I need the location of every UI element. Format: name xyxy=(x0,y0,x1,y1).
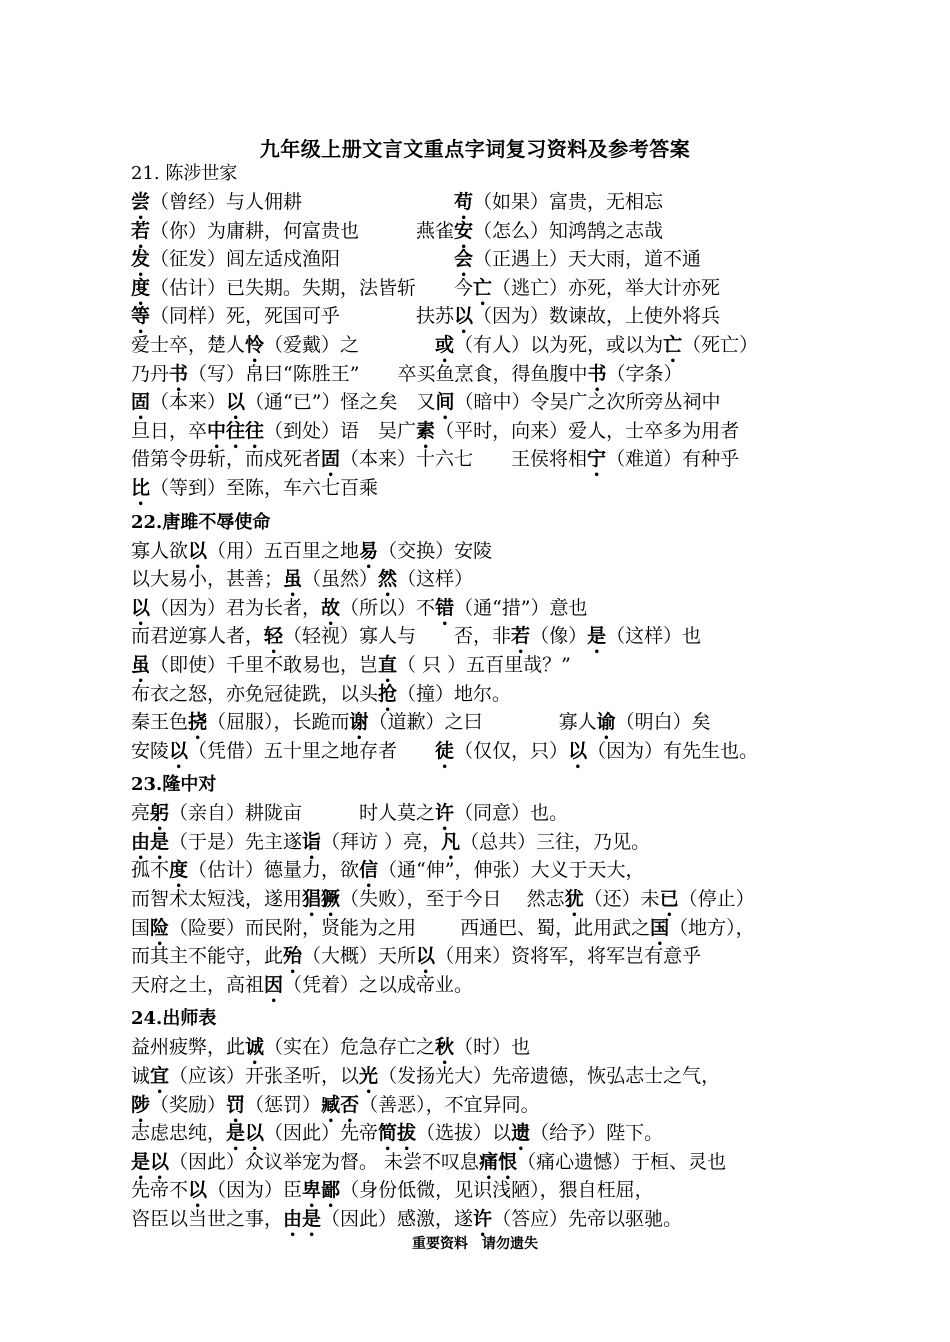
text-segment: 安陵 xyxy=(131,739,170,762)
text-segment: 借第令毋斩，而戍死者 xyxy=(131,448,322,471)
text-segment: 亮 xyxy=(131,802,151,825)
text-segment: （通“伸”，伸张）大义于天大， xyxy=(378,859,645,882)
text-segment: 而智术太短浅，遂用 xyxy=(131,888,303,911)
keyword: 虽 xyxy=(131,653,151,676)
text-segment: （惩罚） xyxy=(245,1093,322,1116)
keyword: 以 xyxy=(169,739,189,762)
keyword: 或 xyxy=(435,333,455,356)
text-segment: （这样） xyxy=(397,568,474,591)
text-line xyxy=(131,245,851,274)
keyword: 苟 xyxy=(454,191,474,213)
text-segment: 孤不 xyxy=(131,859,170,882)
keyword: 若 xyxy=(511,625,531,648)
text-segment: （应该）开张圣听，以 xyxy=(169,1065,360,1088)
keyword: 然 xyxy=(378,568,398,591)
text-segment: 寡人欲 xyxy=(131,539,189,562)
keyword: 因 xyxy=(264,973,284,996)
text-segment: （因为）臣 xyxy=(207,1179,303,1202)
text-segment: 益州疲弊，此 xyxy=(131,1036,246,1059)
keyword: 书 xyxy=(587,362,607,385)
text-segment: （即使）千里不敢易也，岂 xyxy=(150,653,379,676)
text-segment: 先帝不 xyxy=(131,1179,189,1202)
keyword: 固 xyxy=(321,448,341,471)
text-segment: 志虑忠纯， xyxy=(131,1122,227,1145)
text-segment: （如果）富贵，无相忘 xyxy=(473,191,664,213)
keyword: 徒 xyxy=(435,739,455,762)
text-segment: （ 只 ）五百里哉？” xyxy=(397,653,571,676)
keyword: 比 xyxy=(131,476,151,499)
text-segment: （屈服），长跪而 xyxy=(207,711,350,734)
keyword: 以 xyxy=(454,305,474,328)
text-line xyxy=(131,622,851,651)
page-title: 九年级上册文言文重点字词复习资料及参考答案 xyxy=(259,137,691,161)
text-line xyxy=(131,1176,851,1205)
text-segment: （所以）不 xyxy=(340,596,436,619)
keyword: 许 xyxy=(473,1208,493,1230)
text-segment: （因为）有先生也。 xyxy=(587,739,759,762)
text-segment: （通“已”）怪之矣 又 xyxy=(245,391,436,414)
keyword: 易 xyxy=(359,539,379,562)
text-segment: （征发）闾左适戍渔阳 xyxy=(150,248,455,271)
text-segment: 秦王色 xyxy=(131,711,189,734)
text-segment: （这样）也 xyxy=(606,625,702,648)
keyword: 殆 xyxy=(283,945,303,968)
text-line xyxy=(131,1205,851,1234)
text-segment: 而其主不能守，此 xyxy=(131,945,284,968)
text-segment: （身份低微，见识浅陋），猥自枉屈， xyxy=(340,1179,654,1202)
text-segment: （凭着）之以成帝业。 xyxy=(283,973,474,996)
keyword: 诚 xyxy=(245,1036,265,1059)
keyword: 等 xyxy=(131,305,151,328)
keyword: 犹 xyxy=(564,888,584,911)
text-segment: （有人）以为死，或以为 xyxy=(454,333,664,356)
keyword: 是以 xyxy=(131,1150,170,1173)
section-heading: 23.隆中对 xyxy=(131,774,217,796)
text-line xyxy=(131,360,851,389)
keyword: 由是 xyxy=(131,830,170,853)
keyword: 诣 xyxy=(302,830,322,853)
keyword: 若 xyxy=(131,219,151,242)
text-line xyxy=(131,1033,851,1062)
text-segment: （你）为庸耕，何富贵也 燕雀 xyxy=(150,219,455,242)
section-heading: 24.出师表 xyxy=(131,1008,217,1030)
text-segment: （写）帛曰“陈胜王” 卒买鱼烹食，得鱼腹中 xyxy=(188,362,588,385)
keyword: 挠 xyxy=(188,711,208,734)
text-line xyxy=(131,971,851,1000)
document-body xyxy=(131,160,851,1234)
keyword: 险 xyxy=(150,916,170,939)
text-segment: （痛心遗憾）于桓、灵也 xyxy=(517,1150,727,1173)
text-line xyxy=(131,594,851,623)
text-line xyxy=(131,331,851,360)
keyword: 尝 xyxy=(131,191,151,213)
text-line xyxy=(131,914,851,943)
keyword: 简拔 xyxy=(378,1122,417,1145)
text-line xyxy=(131,708,851,737)
text-segment: （交换）安陵 xyxy=(378,539,493,562)
keyword: 发 xyxy=(131,248,151,271)
text-line xyxy=(131,828,851,857)
text-segment: （答应）先帝以驱驰。 xyxy=(492,1208,683,1230)
keyword: 臧否 xyxy=(321,1093,360,1116)
text-segment: 乃丹 xyxy=(131,362,170,385)
keyword: 抢 xyxy=(378,682,398,705)
text-segment: （同样）死，死国可乎 扶苏 xyxy=(150,305,455,328)
keyword: 以 xyxy=(188,1179,208,1202)
keyword: 凡 xyxy=(441,830,461,853)
text-segment: 天府之土，高祖 xyxy=(131,973,265,996)
text-segment: （暗中）令吴广之次所旁丛祠中 xyxy=(454,391,721,414)
text-line xyxy=(131,856,851,885)
text-segment: （因此）先帝 xyxy=(264,1122,379,1145)
keyword: 中往往 xyxy=(207,419,265,442)
text-segment: （选拔）以 xyxy=(416,1122,512,1145)
keyword: 故 xyxy=(321,596,341,619)
text-line xyxy=(131,537,851,566)
keyword: 宜 xyxy=(150,1065,170,1088)
keyword: 会 xyxy=(454,248,474,271)
text-segment: （估计）已失期。失期，法皆斩 今 xyxy=(150,276,474,299)
keyword: 轻 xyxy=(264,625,284,648)
text-line xyxy=(131,388,851,417)
keyword: 虽 xyxy=(283,568,303,591)
text-segment: 而君逆寡人者， xyxy=(131,625,265,648)
text-line xyxy=(131,1119,851,1148)
text-line xyxy=(131,188,851,217)
keyword: 亡 xyxy=(473,276,493,299)
text-segment: 布衣之怒，亦免冠徒跣，以头 xyxy=(131,682,379,705)
text-line xyxy=(131,799,851,828)
text-line xyxy=(131,1091,851,1120)
section-heading: 22.唐雎不辱使命 xyxy=(131,511,271,533)
keyword: 固 xyxy=(131,391,151,414)
keyword: 度 xyxy=(169,859,189,882)
keyword: 信 xyxy=(359,859,379,882)
keyword: 罚 xyxy=(226,1093,246,1116)
text-line xyxy=(131,680,851,709)
text-segment: （因此）众议举宠为督。 未尝不叹息 xyxy=(169,1150,480,1173)
keyword: 以 xyxy=(131,596,151,619)
text-segment: （给予）陛下。 xyxy=(530,1122,664,1145)
keyword: 怜 xyxy=(245,333,265,356)
keyword: 是以 xyxy=(226,1122,265,1145)
text-line xyxy=(131,417,851,446)
text-segment: （因此）感激，遂 xyxy=(321,1208,474,1230)
text-segment: （等到）至陈，车六七百乘 xyxy=(150,476,379,499)
text-line xyxy=(131,1062,851,1091)
section-heading: 21. 陈涉世家 xyxy=(131,163,238,184)
keyword: 以 xyxy=(188,539,208,562)
keyword: 卑鄙 xyxy=(302,1179,341,1202)
keyword: 遗 xyxy=(511,1122,531,1145)
text-line xyxy=(131,274,851,303)
keyword: 亡 xyxy=(663,333,683,356)
text-segment: （到处）语 吴广 xyxy=(264,419,417,442)
text-segment: （道歉）之曰 寡人 xyxy=(368,711,597,734)
text-segment: （凭借）五十里之地存者 xyxy=(188,739,436,762)
text-segment: 诚 xyxy=(131,1065,151,1088)
text-segment: （因为）君为长者， xyxy=(150,596,322,619)
keyword: 陟 xyxy=(131,1093,151,1116)
text-segment: （实在）危急存亡之 xyxy=(264,1036,436,1059)
keyword: 谢 xyxy=(349,711,369,734)
keyword: 间 xyxy=(435,391,455,414)
text-segment: （还）未 xyxy=(583,888,660,911)
text-segment: （通“措”）意也 xyxy=(454,596,588,619)
keyword: 躬 xyxy=(150,802,170,825)
page-footer: 重要资料 请勿遗失 xyxy=(412,1236,538,1252)
text-segment: （爱戴）之 xyxy=(264,333,436,356)
text-segment: （险要）而民附，贤能为之用 西通巴、蜀，此用武之 xyxy=(169,916,651,939)
text-segment: （平时，向来）爱人，士卒多为用者 xyxy=(435,419,740,442)
text-segment: （仅仅，只） xyxy=(454,739,569,762)
text-segment: （地方）， xyxy=(669,916,755,939)
keyword: 以 xyxy=(416,945,436,968)
text-segment: （轻视）寡人与 否，非 xyxy=(283,625,512,648)
text-line xyxy=(131,217,851,246)
text-segment: （撞）地尔。 xyxy=(397,682,512,705)
keyword: 猖獗 xyxy=(302,888,341,911)
text-line xyxy=(131,474,851,503)
text-segment: （用）五百里之地 xyxy=(207,539,360,562)
text-segment: （因为）数谏故，上使外将兵 xyxy=(473,305,721,328)
keyword: 许 xyxy=(435,802,455,825)
text-segment: （善恶），不宜异同。 xyxy=(359,1093,540,1116)
text-segment: （明白）矣 xyxy=(615,711,711,734)
keyword: 国 xyxy=(650,916,670,939)
keyword: 痛恨 xyxy=(479,1150,518,1173)
keyword: 以 xyxy=(226,391,246,414)
text-line xyxy=(131,885,851,914)
keyword: 已 xyxy=(659,888,679,911)
text-line xyxy=(131,737,851,766)
text-segment: 旦日，卒 xyxy=(131,419,208,442)
text-segment: （怎么）知鸿鹄之志哉 xyxy=(473,219,664,242)
keyword: 直 xyxy=(378,653,398,676)
text-segment: 以大易小，甚善； xyxy=(131,568,284,591)
keyword: 素 xyxy=(416,419,436,442)
keyword: 以 xyxy=(568,739,588,762)
text-segment: （总共）三往，乃见。 xyxy=(460,830,651,853)
keyword: 秋 xyxy=(435,1036,455,1059)
text-segment: （发扬光大）先帝遗德，恢弘志士之气， xyxy=(378,1065,721,1088)
text-segment: （用来）资将军，将军岂有意乎 xyxy=(435,945,702,968)
keyword: 宁 xyxy=(587,448,607,471)
text-segment: （本来）十六七 王侯将相 xyxy=(340,448,588,471)
text-segment: （曾经）与人佣耕 xyxy=(150,191,455,213)
text-segment: （逃亡）亦死，举大计亦死 xyxy=(492,276,721,299)
text-segment: （正遇上）天大雨，道不通 xyxy=(473,248,702,271)
text-segment: （虽然） xyxy=(302,568,379,591)
text-line xyxy=(131,651,851,680)
text-line xyxy=(131,445,851,474)
text-segment: （拜访 ）亮， xyxy=(321,830,442,853)
keyword: 安 xyxy=(454,219,474,242)
text-segment: （字条） xyxy=(606,362,683,385)
keyword: 光 xyxy=(359,1065,379,1088)
keyword: 度 xyxy=(131,276,151,299)
text-segment: （死亡） xyxy=(682,333,759,356)
text-segment: （同意）也。 xyxy=(454,802,569,825)
text-segment: （大概）天所 xyxy=(302,945,417,968)
keyword: 错 xyxy=(435,596,455,619)
text-line xyxy=(131,1148,851,1177)
text-segment: 咨臣以当世之事， xyxy=(131,1208,284,1230)
text-segment: 国 xyxy=(131,916,151,939)
text-segment: （停止） xyxy=(678,888,755,911)
text-line xyxy=(131,942,851,971)
text-segment: （于是）先主遂 xyxy=(169,830,303,853)
keyword: 书 xyxy=(169,362,189,385)
text-segment: （难道）有种乎 xyxy=(606,448,740,471)
text-segment: （估计）德量力，欲 xyxy=(188,859,360,882)
text-line xyxy=(131,565,851,594)
text-segment: （像） xyxy=(530,625,588,648)
text-segment: （本来） xyxy=(150,391,227,414)
keyword: 是 xyxy=(587,625,607,648)
keyword: 由是 xyxy=(283,1208,322,1230)
text-segment: 爱士卒，楚人 xyxy=(131,333,246,356)
text-segment: （亲自）耕陇亩 时人莫之 xyxy=(169,802,436,825)
text-segment: （奖励） xyxy=(150,1093,227,1116)
keyword: 谕 xyxy=(596,711,616,734)
text-segment: （失败），至于今日 然志 xyxy=(340,888,565,911)
text-line xyxy=(131,302,851,331)
text-segment: （时）也 xyxy=(454,1036,531,1059)
